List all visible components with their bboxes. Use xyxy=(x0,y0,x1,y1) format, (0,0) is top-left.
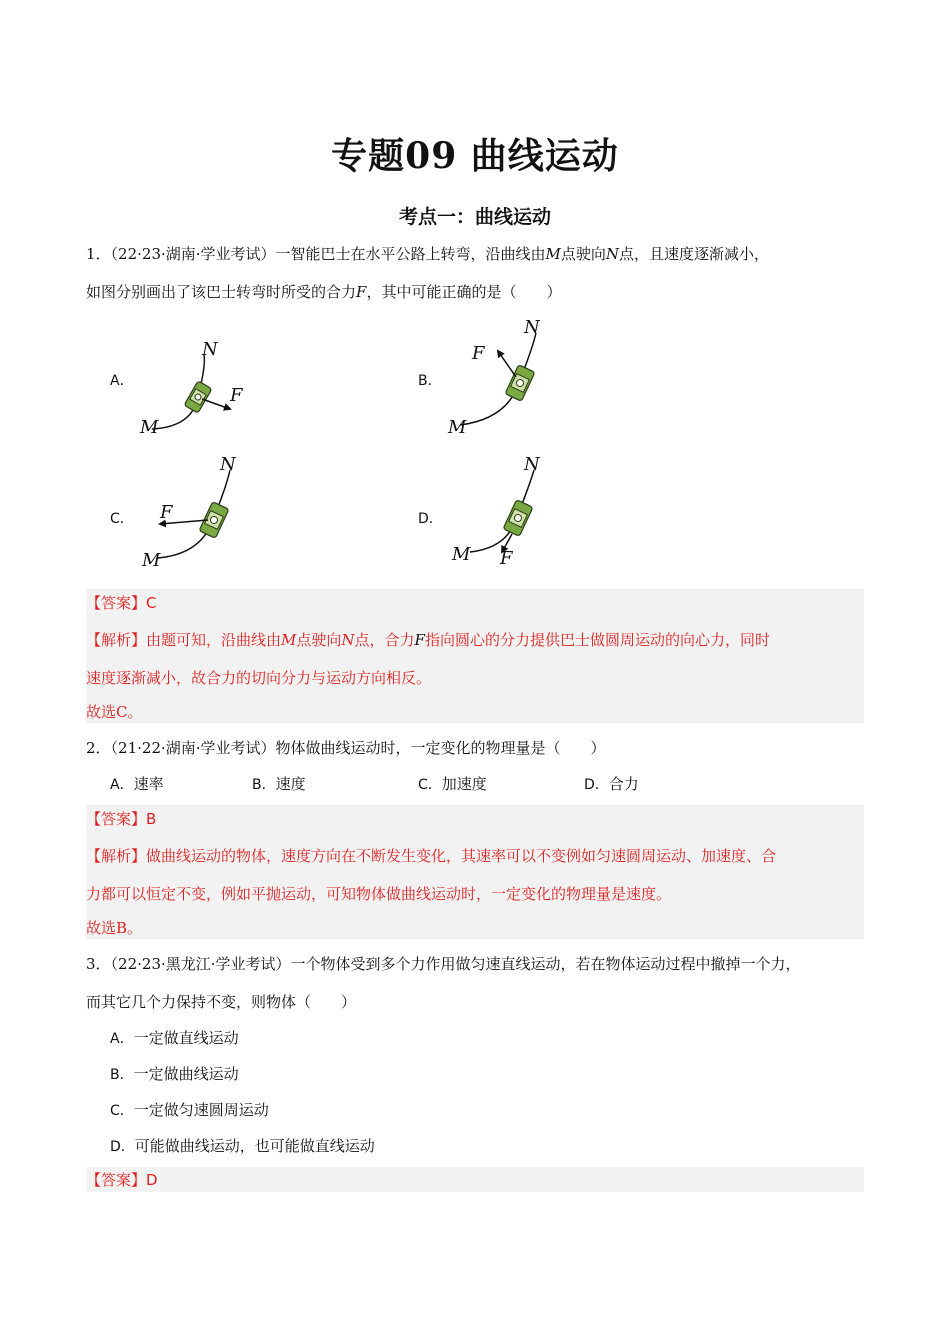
q3-line-2: 而其它几个力保持不变，则物体（ ） xyxy=(86,993,357,1011)
page-title: 专题09 曲线运动 xyxy=(331,135,619,177)
q1-text: 点驶向 xyxy=(560,245,606,263)
point-n-label: N xyxy=(202,339,218,360)
q1-option-c-figure xyxy=(138,450,278,575)
q1-number: 1． xyxy=(86,245,111,263)
bus-icon xyxy=(503,500,533,537)
q1-option-a-label: A． xyxy=(110,373,134,389)
q1-option-b-label: B． xyxy=(418,373,442,389)
q2-answer-value: B xyxy=(146,810,157,828)
q1-text: 点，且速度逐渐减小， xyxy=(619,245,770,263)
q3-option-a[interactable] xyxy=(110,1028,239,1049)
q2-option-a[interactable] xyxy=(110,774,164,795)
analysis-var-m: M xyxy=(281,631,297,649)
q1-analysis-line-1 xyxy=(86,630,770,650)
analysis-var-f: F xyxy=(414,631,425,649)
q3-text: 一个物体受到多个力作用做匀速直线运动，若在物体运动过程中撤掉一个力， xyxy=(290,955,801,973)
force-arrow xyxy=(498,351,516,377)
q2-option-b[interactable] xyxy=(252,774,306,795)
q2-analysis-line-1 xyxy=(86,846,776,866)
q1-var-f: F xyxy=(356,283,367,301)
section-heading: 考点一：曲线运动 xyxy=(398,206,551,228)
option-text: 一定做曲线运动 xyxy=(133,1065,239,1083)
option-text: 合力 xyxy=(608,775,639,793)
q1-text: ，其中可能正确的是（ ） xyxy=(366,283,562,301)
q1-option-b-figure xyxy=(440,315,580,440)
q3-option-d[interactable] xyxy=(110,1136,375,1157)
point-n-label: N xyxy=(524,317,540,338)
q2-option-c[interactable] xyxy=(418,774,487,795)
q1-answer-box xyxy=(86,589,864,723)
point-n-label: N xyxy=(220,454,236,475)
option-text: 可能做曲线运动，也可能做直线运动 xyxy=(134,1137,375,1155)
force-f-label: F xyxy=(472,343,485,364)
q2-source: （21·22·湖南·学业考试） xyxy=(110,739,276,757)
analysis-text: 做曲线运动的物体，速度方向在不断发生变化，其速率可以不变例如匀速圆周运动、加速度、合 xyxy=(146,847,777,865)
q3-answer-value: D xyxy=(146,1171,158,1189)
q2-line-1 xyxy=(86,738,606,758)
q1-text: 如图分别画出了该巴士转弯时所受的合力 xyxy=(86,283,357,301)
analysis-text: 点驶向 xyxy=(296,631,342,649)
force-f-label: F xyxy=(230,385,243,406)
q1-source: （22·23·湖南·学业考试） xyxy=(110,245,276,263)
q1-option-d-label: D． xyxy=(418,511,443,527)
option-label: D． xyxy=(584,777,609,793)
force-arrow xyxy=(202,399,230,409)
q3-line-1 xyxy=(86,954,801,974)
analysis-text: 点，合力 xyxy=(354,631,415,649)
point-n-label: N xyxy=(524,454,540,475)
q2-conclusion: 故选B。 xyxy=(86,919,143,937)
answer-tag: 【答案】 xyxy=(86,810,147,828)
analysis-text: 由题可知，沿曲线由 xyxy=(146,631,282,649)
q1-option-a-figure xyxy=(130,335,270,445)
analysis-tag: 【解析】 xyxy=(86,631,147,649)
point-m-label: M xyxy=(140,417,159,438)
option-text: 加速度 xyxy=(441,775,487,793)
q1-option-c-label: C． xyxy=(110,511,134,527)
q2-option-d[interactable] xyxy=(584,774,639,795)
q1-option-d-figure xyxy=(448,450,588,575)
q3-answer-box xyxy=(86,1167,864,1192)
point-m-label: M xyxy=(448,417,467,438)
q3-option-b[interactable] xyxy=(110,1064,239,1085)
q1-text: 一智能巴士在水平公路上转弯，沿曲线由 xyxy=(275,245,546,263)
option-label: D． xyxy=(110,1139,135,1155)
bus-icon xyxy=(184,381,212,413)
q2-number: 2． xyxy=(86,739,111,757)
q1-var-n: N xyxy=(605,245,620,263)
q1-answer-line xyxy=(86,593,157,613)
option-text: 速度 xyxy=(275,775,306,793)
option-label: A． xyxy=(110,1031,134,1047)
force-f-label: F xyxy=(160,502,173,523)
option-label: C． xyxy=(418,777,442,793)
option-label: B． xyxy=(110,1067,134,1083)
q2-answer-box xyxy=(86,805,864,939)
force-f-label: F xyxy=(500,548,513,569)
point-m-label: M xyxy=(452,544,471,565)
q1-conclusion: 故选C。 xyxy=(86,703,143,721)
option-label: A． xyxy=(110,777,134,793)
q1-line-2 xyxy=(86,282,561,302)
q1-analysis-line-2: 速度逐渐减小，故合力的切向分力与运动方向相反。 xyxy=(86,669,432,687)
option-label: B． xyxy=(252,777,276,793)
q1-line-1 xyxy=(86,244,769,264)
q2-answer-line xyxy=(86,809,156,829)
q1-var-m: M xyxy=(545,245,561,263)
option-text: 一定做直线运动 xyxy=(133,1029,239,1047)
analysis-tag: 【解析】 xyxy=(86,847,147,865)
bus-icon xyxy=(505,365,535,402)
analysis-var-n: N xyxy=(341,631,355,649)
q3-option-c[interactable] xyxy=(110,1100,269,1121)
analysis-text: 指向圆心的分力提供巴士做圆周运动的向心力，同时 xyxy=(424,631,770,649)
option-label: C． xyxy=(110,1103,134,1119)
q2-analysis-line-2: 力都可以恒定不变，例如平抛运动，可知物体做曲线运动时，一定变化的物理量是速度。 xyxy=(86,885,672,903)
option-text: 一定做匀速圆周运动 xyxy=(133,1101,269,1119)
answer-tag: 【答案】 xyxy=(86,1171,147,1189)
q3-number: 3． xyxy=(86,955,111,973)
point-m-label: M xyxy=(142,550,161,571)
option-text: 速率 xyxy=(133,775,164,793)
q3-answer-line xyxy=(86,1170,158,1190)
answer-tag: 【答案】 xyxy=(86,594,147,612)
q2-text: 物体做曲线运动时，一定变化的物理量是（ ） xyxy=(275,739,606,757)
q1-answer-value: C xyxy=(146,594,157,612)
q3-source: （22·23·黑龙江·学业考试） xyxy=(110,955,291,973)
